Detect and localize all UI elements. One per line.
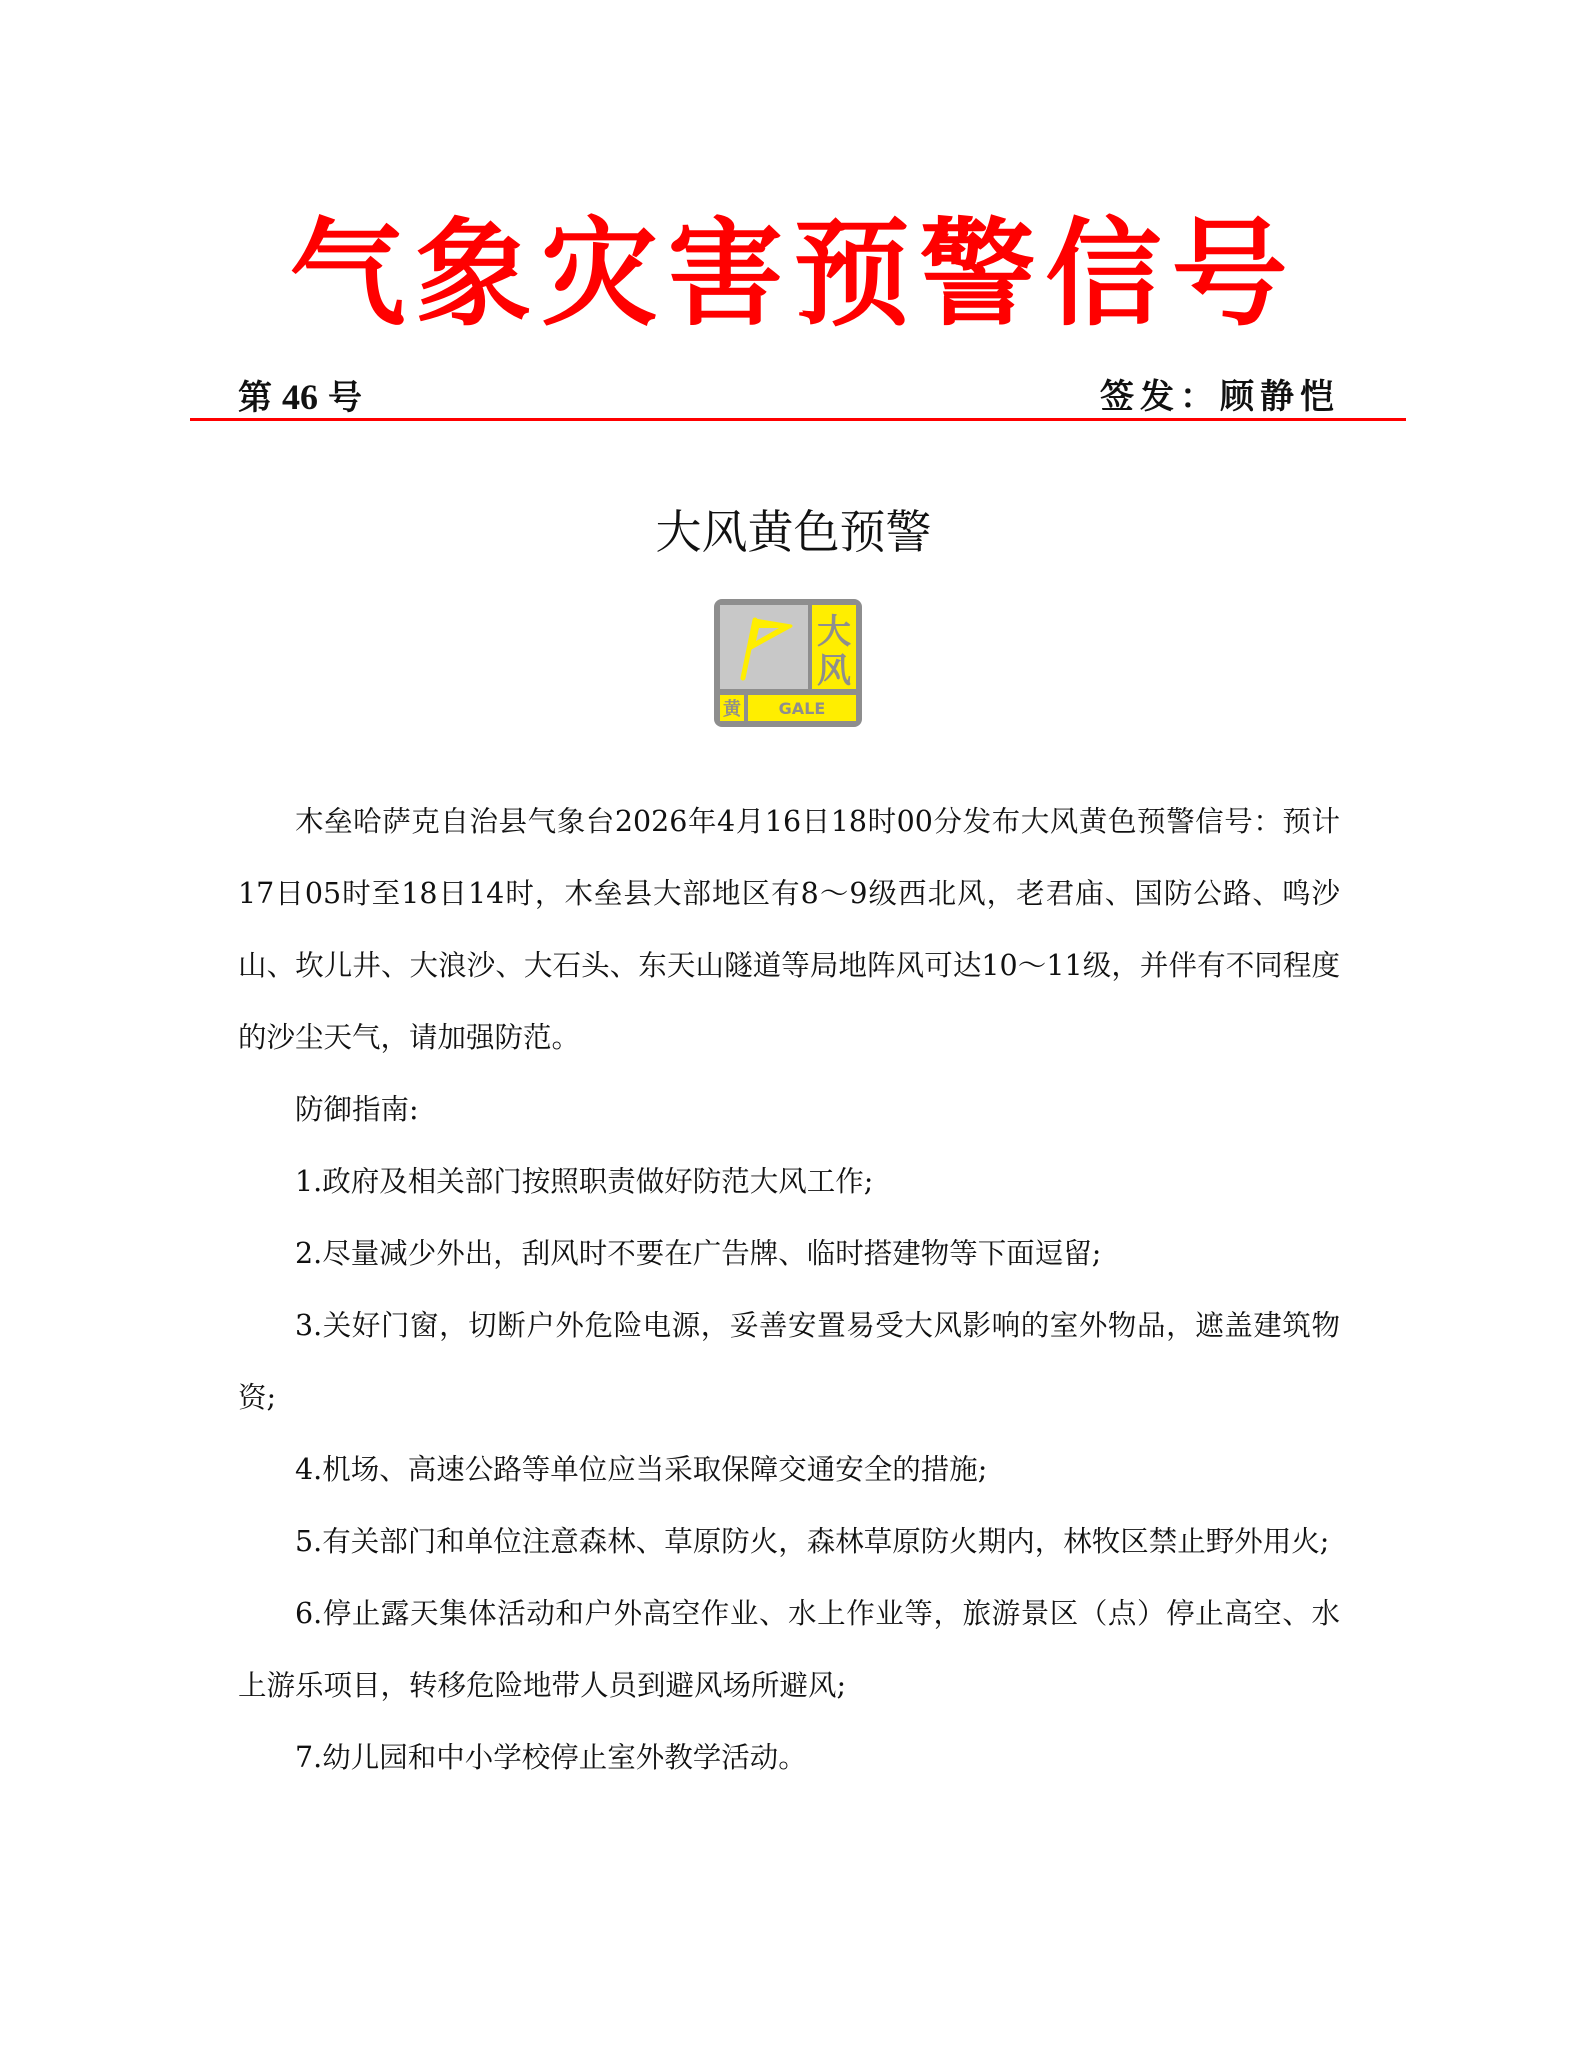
guide-heading: 防御指南: — [295, 1093, 419, 1126]
guide-item-5: 5.有关部门和单位注意森林、草原防火，森林草原防火期内，林牧区禁止野外用火; — [295, 1525, 1330, 1558]
icon-char-1: 大 — [817, 612, 851, 652]
number-suffix: 号 — [328, 378, 362, 418]
gale-yellow-warning-icon — [713, 598, 863, 728]
guide-item-6: 6.停止露天集体活动和户外高空作业、水上作业等，旅游景区（点）停止高空、水上游乐项目，转移危险地带人员到避风场所避风; — [238, 1597, 1340, 1702]
number-value: 46 — [282, 377, 318, 417]
guide-item-1: 1.政府及相关部门按照职责做好防范大风工作; — [295, 1165, 874, 1198]
guide-item-4: 4.机场、高速公路等单位应当采取保障交通安全的措施; — [295, 1453, 988, 1486]
meta-row — [238, 372, 1340, 422]
red-divider — [190, 418, 1406, 421]
intro-paragraph: 木垒哈萨克自治县气象台2026年4月16日18时00分发布大风黄色预警信号：预计17日05时至18日14时，木垒县大部地区有8～9级西北风，老君庙、国防公路、鸣沙山、坎儿井、大浪沙、大石头、东天山隧道等局地阵风可达10～11级，并伴有不同程度的沙尘天气，请加强防范。 — [238, 805, 1340, 1054]
icon-flag-panel — [720, 605, 808, 689]
icon-level-char: 黄 — [723, 699, 741, 720]
document-number — [238, 372, 362, 423]
number-prefix: 第 — [238, 378, 272, 418]
guide-item-2: 2.尽量减少外出，刮风时不要在广告牌、临时搭建物等下面逗留; — [295, 1237, 1102, 1270]
icon-english: GALE — [778, 699, 826, 718]
signer: 签发：顾静恺 — [1100, 377, 1340, 417]
document-title: 大风黄色预警 — [655, 505, 932, 559]
icon-char-2: 风 — [817, 651, 851, 691]
body-text — [238, 786, 1340, 1794]
masthead-title: 气象灾害预警信号 — [289, 207, 1298, 342]
guide-item-7: 7.幼儿园和中小学校停止室外教学活动。 — [295, 1741, 807, 1774]
guide-item-3: 3.关好门窗，切断户外危险电源，妥善安置易受大风影响的室外物品，遮盖建筑物资; — [238, 1309, 1340, 1414]
